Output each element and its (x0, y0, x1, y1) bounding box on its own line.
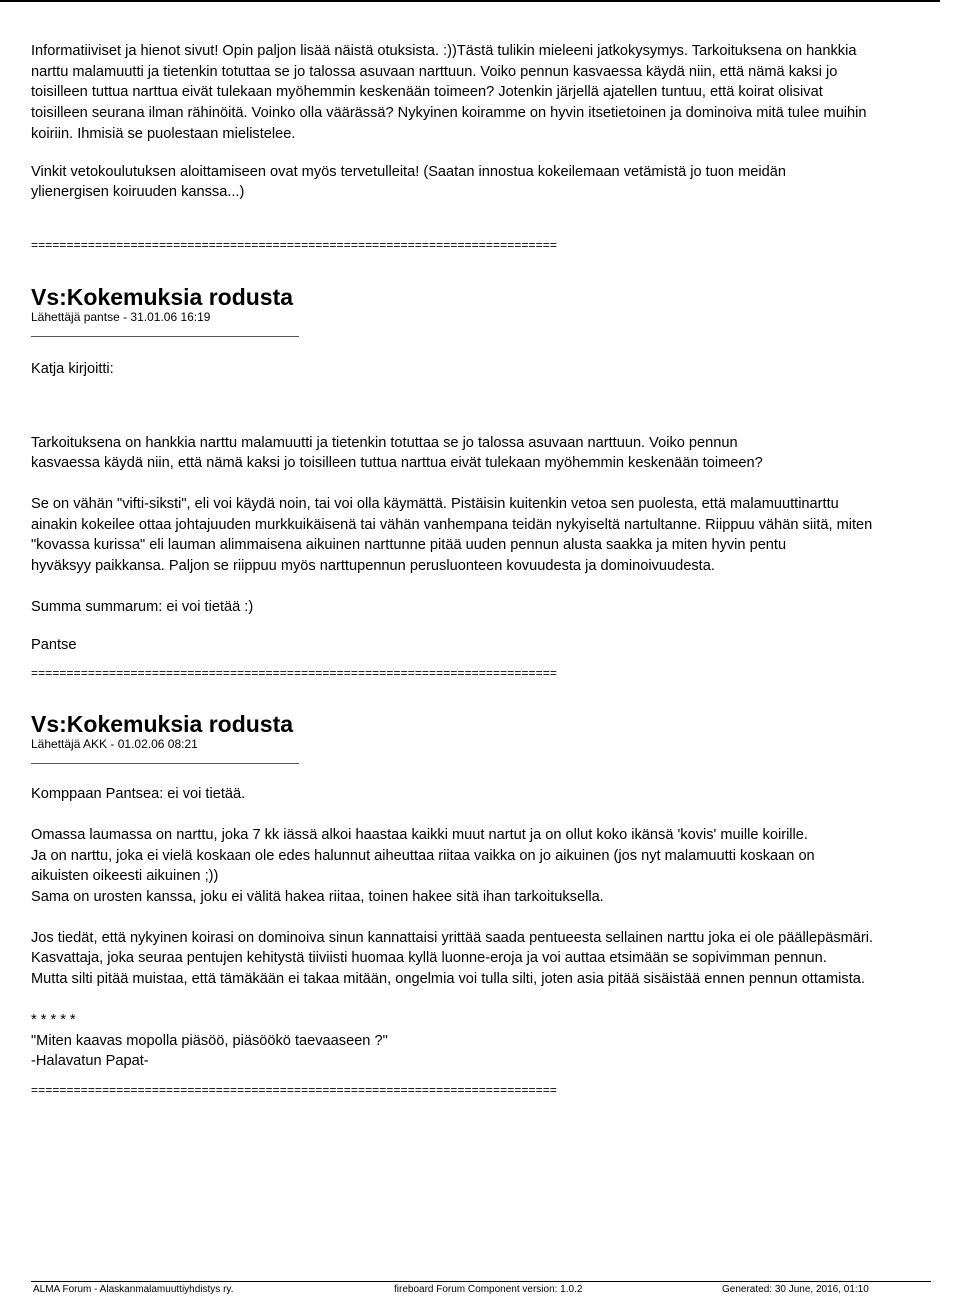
post-meta: Lähettäjä AKK - 01.02.06 08:21 (31, 737, 198, 752)
footer-component-version: fireboard Forum Component version: 1.0.2 (394, 1284, 583, 1295)
body-line: hyväksyy paikkansa. Paljon se riippuu myös narttupennun perusluonteen kovuudesta ja dominoivuudesta. (31, 558, 715, 575)
intro-post (31, 41, 960, 203)
post-title: Vs:Kokemuksia rodusta (31, 711, 294, 738)
post-pantse (31, 284, 960, 655)
post-akk (31, 711, 960, 1072)
footer-site-name: ALMA Forum - Alaskanmalamuuttiyhdistys ry. (33, 1284, 234, 1295)
quote-line: Tarkoituksena on hankkia narttu malamuutti ja tietenkin totuttaa se jo talossa asuvaan narttuun. Voiko pennun (31, 434, 738, 451)
summary-line: Summa summarum: ei voi tietää :) (31, 598, 254, 615)
body-line: ainakin kokeilee ottaa johtajuuden murkkuikäisenä tai vähän vanhempana teidän nykyiseltä nartultanne. Riippuu vähän siitä, miten (31, 516, 873, 533)
intro-tip-line: Vinkit vetokoulutuksen aloittamiseen ovat myös tervetulleita! (Saatan innostua kokeilemaan vetämistä jo tuon meidän (31, 163, 786, 180)
post-title: Vs:Kokemuksia rodusta (31, 283, 294, 310)
separator: ========================================================================== (31, 1082, 557, 1097)
intro-tip-line: ylienergisen koiruuden kanssa...) (31, 184, 245, 201)
footer-rule (31, 1281, 931, 1282)
lead-line: Komppaan Pantsea: ei voi tietää. (31, 786, 246, 803)
signature-line: -Halavatun Papat- (31, 1053, 149, 1070)
body-line: Se on vähän "vifti-siksti", eli voi käydä noin, tai voi olla käymättä. Pistäisin kuitenkin vetoa sen puolesta, että malamuuttinarttu (31, 496, 839, 513)
intro-line: toisilleen tuttua narttua eivät tulekaan myöhemmin keskenään toimeen? Jotenkin järjellä ajatellen tuntuu, että koirat olisivat (31, 84, 823, 101)
quote-header: Katja kirjoitti: (31, 360, 114, 377)
top-rule (0, 0, 940, 2)
footer-generated-date: Generated: 30 June, 2016, 01:10 (722, 1284, 869, 1295)
body-line: Sama on urosten kanssa, joku ei välitä hakea riitaa, toinen hakee sitä ihan tarkoituksella. (31, 889, 604, 906)
quote-line: kasvaessa käydä niin, että nämä kaksi jo toisilleen tuttua narttua eivät tulekaan myöhemmin keskenään toimeen? (31, 455, 763, 472)
signature: Pantse (31, 636, 77, 653)
signature-line: * * * * * (31, 1011, 76, 1028)
body-line: Jos tiedät, että nykyinen koirasi on dominoiva sinun kannattaisi yrittää saada pentueesta sellainen narttu joka ei ole päällepäsmäri. (31, 929, 874, 946)
body-line: aikuisten oikeesti aikuinen ;)) (31, 868, 219, 885)
body-line: Mutta silti pitää muistaa, että tämäkään ei takaa mitään, ongelmia voi tulla silti, joten asia pitää sisäistää ennen pennun ottamista. (31, 971, 865, 988)
post-meta: Lähettäjä pantse - 31.01.06 16:19 (31, 309, 211, 324)
separator: ========================================================================== (31, 666, 557, 681)
body-line: Ja on narttu, joka ei vielä koskaan ole edes halunnut aiheuttaa riitaa vaikka on jo aikuinen (jos nyt malamuutti koskaan on (31, 847, 815, 864)
intro-line: toisilleen seurana ilman rähinöitä. Voinko olla väärässä? Nykyinen koiramme on hyvin itsetietoinen ja dominoiva mitä tulee muihin (31, 105, 867, 122)
intro-line: koiriin. Ihmisiä se puolestaan mielistelee. (31, 125, 296, 142)
body-line: Omassa laumassa on narttu, joka 7 kk iässä alkoi haastaa kaikki muut nartut ja on ollut koko ikänsä 'kovis' muille koirille. (31, 826, 808, 843)
signature-line: "Miten kaavas mopolla piäsöö, piäsöökö taevaaseen ?" (31, 1032, 388, 1049)
body-line: "kovassa kurissa" eli lauman alimmaisena aikuinen narttunne pitää uuden pennun alusta saakka ja miten hyvin pentu (31, 537, 787, 554)
intro-line: narttu malamuutti ja tietenkin totuttaa se jo talossa asuvaan narttuun. Voiko pennun kasvaessa käydä niin, että nämä kaksi jo (31, 63, 838, 80)
body-line: Kasvattaja, joka seuraa pentujen kehitystä tiiviisti huomaa kyllä luonne-eroja ja voi auttaa etsimään se sopivimman pennun. (31, 950, 827, 967)
separator: ========================================================================== (31, 237, 557, 252)
page-content (31, 41, 960, 1097)
intro-line: Informatiiviset ja hienot sivut! Opin paljon lisää näistä otuksista. :))Tästä tulikin mieleeni jatkokysymys. Tarkoituksena on hankkia (31, 43, 857, 59)
